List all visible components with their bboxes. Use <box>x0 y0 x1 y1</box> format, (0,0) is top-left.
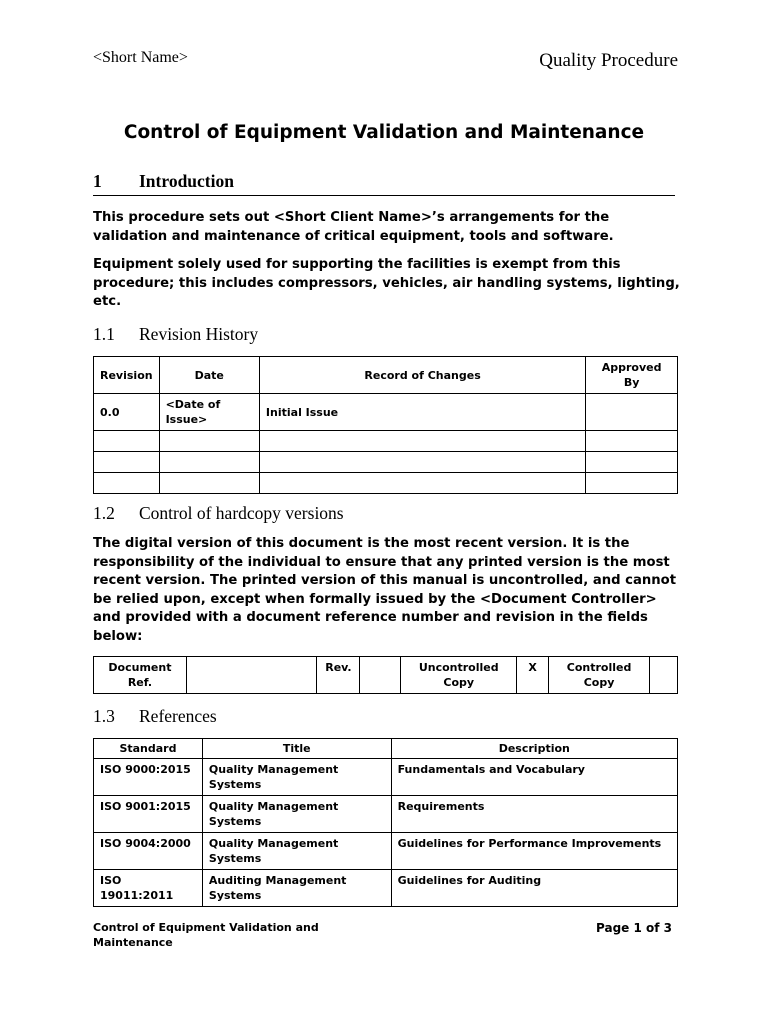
section-title: Introduction <box>139 171 234 191</box>
table-cell: Quality Management Systems <box>202 796 391 833</box>
table-row <box>94 870 678 907</box>
references-table <box>93 738 678 907</box>
revision-history-table <box>93 356 678 494</box>
table-cell <box>586 473 678 494</box>
table-cell <box>259 431 585 452</box>
table-cell: Fundamentals and Vocabulary <box>391 759 677 796</box>
rev-value <box>360 657 401 694</box>
section-title: Revision History <box>139 324 259 344</box>
section-number: 1.1 <box>93 324 115 344</box>
section-title: Control of hardcopy versions <box>139 503 344 523</box>
table-cell <box>94 452 160 473</box>
col-header-standard: Standard <box>94 739 203 759</box>
table-cell <box>94 473 160 494</box>
section-title: References <box>139 706 217 726</box>
table-cell: Guidelines for Performance Improvements <box>391 833 677 870</box>
section-1-1-heading <box>93 324 258 345</box>
col-header-description: Description <box>391 739 677 759</box>
table-row <box>94 431 678 452</box>
table-row <box>94 452 678 473</box>
table-cell: ISO 9004:2000 <box>94 833 203 870</box>
table-row <box>94 833 678 870</box>
table-row <box>94 759 678 796</box>
section-number: 1.3 <box>93 706 115 726</box>
table-cell: Requirements <box>391 796 677 833</box>
section-1-heading <box>93 171 675 196</box>
header-doc-type: Quality Procedure <box>539 50 678 71</box>
table-cell: ISO 19011:2011 <box>94 870 203 907</box>
controlled-copy-label: Controlled Copy <box>549 657 650 694</box>
section-1-3-heading <box>93 706 217 727</box>
section-1-2-heading <box>93 503 344 524</box>
document-control-table <box>93 656 678 694</box>
table-cell: Quality Management Systems <box>202 759 391 796</box>
uncontrolled-copy-label: Uncontrolled Copy <box>401 657 517 694</box>
table-row <box>94 473 678 494</box>
doc-ref-label: Document Ref. <box>94 657 187 694</box>
footer-page-number: Page 1 of 3 <box>596 921 672 935</box>
table-cell <box>94 431 160 452</box>
doc-ref-value <box>186 657 317 694</box>
uncontrolled-copy-mark: X <box>517 657 549 694</box>
table-cell <box>159 473 259 494</box>
table-cell: Guidelines for Auditing <box>391 870 677 907</box>
table-cell <box>586 394 678 431</box>
intro-paragraph-1: This procedure sets out <Short Client Name>’s arrangements for the validation and maintenance of critical equipment, tools and software. <box>93 210 614 244</box>
table-cell <box>259 452 585 473</box>
header-short-name: <Short Name> <box>93 49 188 66</box>
table-cell: ISO 9000:2015 <box>94 759 203 796</box>
col-header-title: Title <box>202 739 391 759</box>
table-row <box>94 657 678 694</box>
table-cell: 0.0 <box>94 394 160 431</box>
col-header-revision: Revision <box>94 357 160 394</box>
table-cell: ISO 9001:2015 <box>94 796 203 833</box>
table-header-row <box>94 739 678 759</box>
table-cell: <Date of Issue> <box>159 394 259 431</box>
table-header-row <box>94 357 678 394</box>
table-cell: Auditing Management Systems <box>202 870 391 907</box>
col-header-record-of-changes: Record of Changes <box>259 357 585 394</box>
section-number: 1 <box>93 171 102 191</box>
section-number: 1.2 <box>93 503 115 523</box>
footer-document-title: Control of Equipment Validation and Maintenance <box>93 921 319 949</box>
col-header-date: Date <box>159 357 259 394</box>
rev-label: Rev. <box>317 657 360 694</box>
table-cell <box>586 452 678 473</box>
table-cell <box>586 431 678 452</box>
table-cell: Quality Management Systems <box>202 833 391 870</box>
table-cell <box>159 431 259 452</box>
col-header-approved-by: Approved By <box>586 357 678 394</box>
hardcopy-paragraph: The digital version of this document is the most recent version. It is the responsibility of the individual to ensure that any printed version is the most recent version. The printed version of this manual is uncontrolled, and cannot be relied upon, except when formally issued by the <Document Controller> and provided with a document reference number and revision in the fields below: <box>93 536 676 644</box>
controlled-copy-mark <box>650 657 678 694</box>
intro-paragraph-2: Equipment solely used for supporting the facilities is exempt from this procedure; this includes compressors, vehicles, air handling systems, lighting, etc. <box>93 257 680 309</box>
table-cell: Initial Issue <box>259 394 585 431</box>
page-title: Control of Equipment Validation and Maintenance <box>123 122 645 143</box>
table-cell <box>159 452 259 473</box>
table-row <box>94 394 678 431</box>
table-row <box>94 796 678 833</box>
table-cell <box>259 473 585 494</box>
